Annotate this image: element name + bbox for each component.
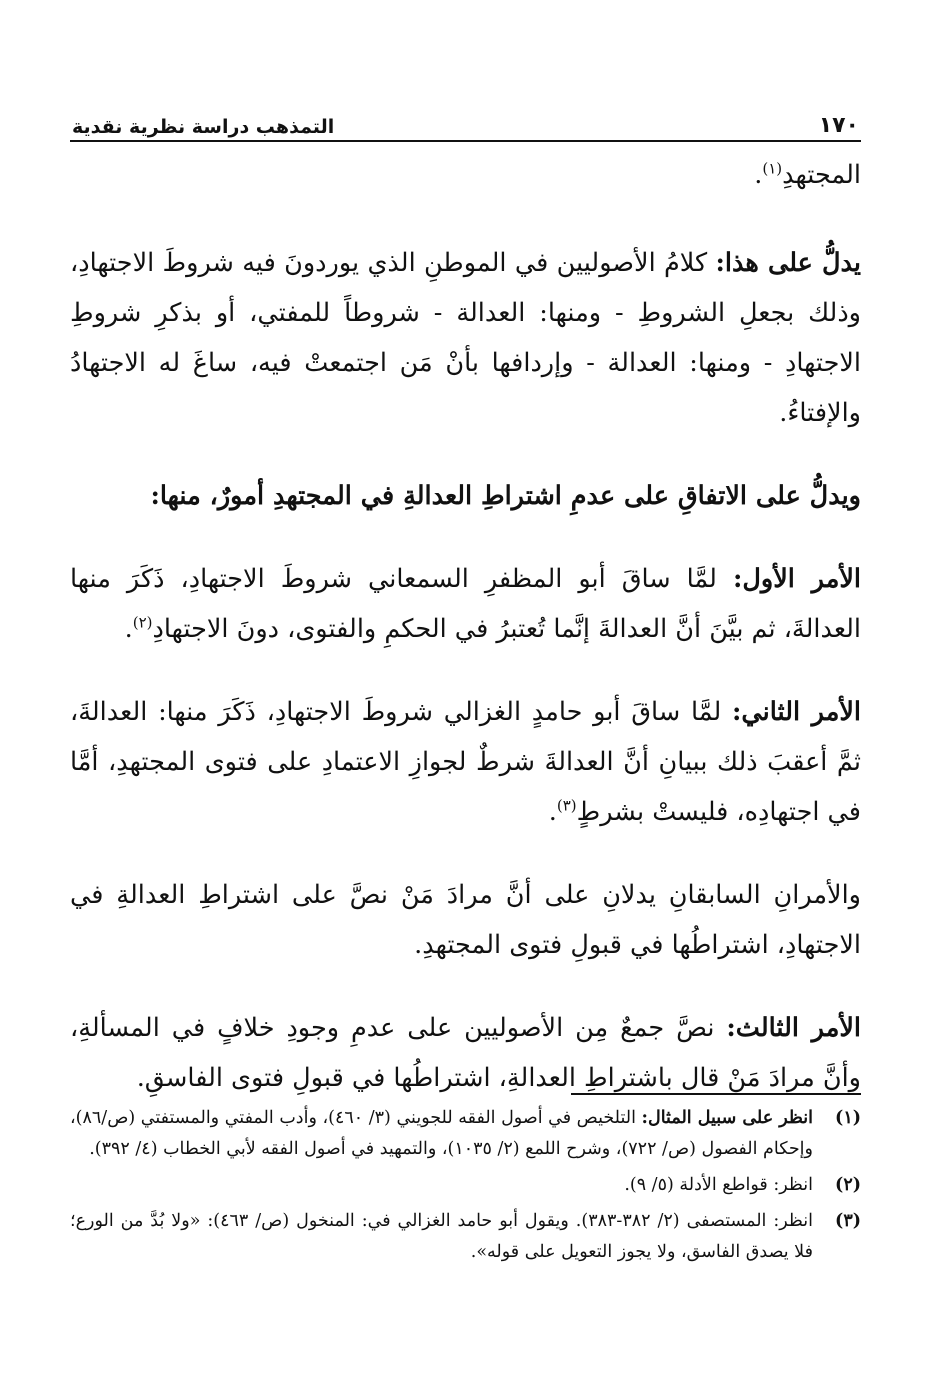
footnote-body: انظر: قواطع الأدلة (٥/ ٩). bbox=[624, 1175, 813, 1195]
paragraph-4-lead: الأمر الأول: bbox=[732, 564, 861, 594]
footnote-text bbox=[70, 1103, 813, 1165]
running-title: التمذهب دراسة نظرية نقدية bbox=[72, 116, 335, 138]
header-divider bbox=[70, 140, 861, 142]
footnote-body: التلخيص في أصول الفقه للجويني (٣/ ٤٦٠)، وأدب المفتي والمستفتي (ص/٨٦)، وإحكام الفصول (ص/ ٧٢٢)، وشرح اللمع (٢/ ١٠٣٥)، والتمهيد في أصول الفقه لأبي الخطاب (٤/ ٣٩٢). bbox=[70, 1108, 813, 1159]
footnote-1 bbox=[70, 1103, 861, 1165]
paragraph-1 bbox=[70, 150, 861, 200]
paragraph-1-text: المجتهدِ bbox=[782, 160, 861, 190]
paragraph-5 bbox=[70, 687, 861, 837]
main-text bbox=[70, 150, 861, 1136]
paragraph-6 bbox=[70, 870, 861, 970]
footnote-3 bbox=[70, 1206, 861, 1268]
paragraph-2 bbox=[70, 238, 861, 438]
paragraph-7 bbox=[70, 1003, 861, 1103]
paragraph-7-text: نصَّ جمعٌ مِن الأصوليين على عدمِ وجودِ خلافٍ في المسألةِ، وأنَّ مرادَ مَنْ قال باشتراطِ العدالةِ، اشتراطُها في قبولِ فتوى الفاسقِ. bbox=[70, 1013, 861, 1093]
footnotes bbox=[70, 1103, 861, 1273]
paragraph-3 bbox=[70, 471, 861, 521]
page-number: ١٧٠ bbox=[818, 113, 859, 138]
paragraph-4-text: لمَّا ساقَ أبو المظفرِ السمعاني شروطَ الاجتهادِ، ذَكَرَ منها العدالةَ، ثم بيَّنَ أنَّ العدالةَ إنَّما تُعتبرُ في الحكمِ والفتوى، دونَ الاجتهادِ bbox=[70, 564, 861, 644]
footnote-number: (٢) bbox=[835, 1175, 861, 1195]
page-header bbox=[72, 98, 859, 138]
paragraph-5-end: . bbox=[548, 797, 557, 827]
paragraph-6-text: والأمرانِ السابقانِ يدلانِ على أنَّ مرادَ مَنْ نصَّ على اشتراطِ العدالةِ في الاجتهادِ، اشتراطُها في قبولِ فتوى المجتهدِ. bbox=[70, 880, 861, 960]
paragraph-1-end: . bbox=[754, 160, 763, 190]
paragraph-7-lead: الأمر الثالث: bbox=[726, 1013, 861, 1043]
footnote-number: (٣) bbox=[835, 1211, 861, 1231]
footnote-text bbox=[70, 1170, 813, 1201]
paragraph-3-lead: ويدلُّ على الاتفاقِ على عدمِ اشتراطِ العدالةِ في المجتهدِ أمورٌ، منها: bbox=[150, 481, 861, 511]
paragraph-5-text: لمَّا ساقَ أبو حامدٍ الغزالي شروطَ الاجتهادِ، ذَكَرَ منها: العدالةَ، ثمَّ أعقبَ ذلك ببيانِ أنَّ العدالةَ شرطٌ لجوازِ الاعتمادِ على فتوى المجتهدِ، أمَّا في اجتهادِه، فليستْ بشرطٍ bbox=[70, 697, 861, 827]
footnote-ref-3[interactable]: (٣) bbox=[556, 796, 577, 815]
paragraph-2-lead: يدلُّ على هذا: bbox=[715, 248, 861, 278]
footnote-divider bbox=[571, 1093, 861, 1095]
paragraph-2-text: كلامُ الأصوليين في الموطنِ الذي يوردونَ فيه شروطَ الاجتهادِ، وذلك بجعلِ الشروطِ - ومنها: العدالة - شروطاً للمفتي، أو بذكرِ شروطِ الاجتهادِ - ومنها: العدالة - وإردافها بأنْ مَن اجتمعتْ فيه، ساغَ له الاجتهادُ والإفتاءُ. bbox=[70, 248, 861, 428]
footnote-ref-2[interactable]: (٢) bbox=[132, 613, 153, 632]
footnote-body: انظر: المستصفى (٢/ ٣٨٢-٣٨٣). ويقول أبو حامد الغزالي في: المنخول (ص/ ٤٦٣): «ولا بُدَّ من الورع؛ فلا يصدق الفاسق، ولا يجوز التعويل على قوله». bbox=[70, 1211, 813, 1262]
footnote-number: (١) bbox=[835, 1108, 861, 1128]
footnote-2 bbox=[70, 1170, 861, 1201]
paragraph-4 bbox=[70, 554, 861, 654]
paragraph-4-end: . bbox=[124, 614, 133, 644]
footnote-text bbox=[70, 1206, 813, 1268]
footnote-ref-1[interactable]: (١) bbox=[762, 159, 783, 178]
paragraph-5-lead: الأمر الثاني: bbox=[732, 697, 861, 727]
footnote-lead: انظر على سبيل المثال: bbox=[641, 1108, 814, 1128]
